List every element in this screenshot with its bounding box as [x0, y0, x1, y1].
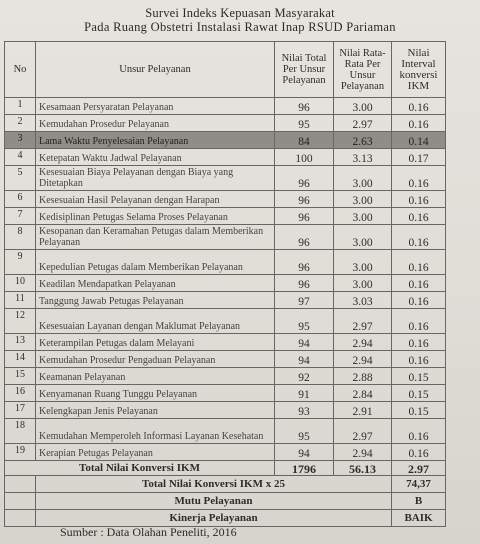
summary-value: 74,37 [392, 476, 446, 493]
table-row [5, 385, 446, 402]
row-unsur: Kesesuaian Biaya Pelayanan dengan Biaya yang Ditetapkan [36, 166, 275, 191]
row-interval: 0.17 [392, 149, 446, 166]
table-row [5, 292, 446, 309]
row-unsur: Kesopanan dan Keramahan Petugas dalam Memberikan Pelayanan [36, 225, 275, 250]
total-row [5, 461, 446, 476]
row-rata-rata: 2.97 [334, 419, 392, 444]
table-row [5, 132, 446, 149]
row-unsur: Keamanan Pelayanan [36, 368, 275, 385]
row-interval: 0.15 [392, 385, 446, 402]
row-nilai-total: 95 [275, 309, 334, 334]
row-interval: 0.16 [392, 334, 446, 351]
row-rata-rata: 2.97 [334, 309, 392, 334]
row-interval: 0.16 [392, 419, 446, 444]
row-number: 13 [5, 334, 36, 351]
row-unsur: Kepedulian Petugas dalam Memberikan Pelayanan [36, 250, 275, 275]
header-row [5, 42, 446, 98]
summary-row [5, 493, 446, 510]
row-rata-rata: 3.00 [334, 225, 392, 250]
summary-label: Mutu Pelayanan [36, 493, 392, 510]
row-unsur: Keadilan Mendapatkan Pelayanan [36, 275, 275, 292]
row-rata-rata: 2.94 [334, 351, 392, 368]
row-unsur: Kenyamanan Ruang Tunggu Pelayanan [36, 385, 275, 402]
row-rata-rata: 2.91 [334, 402, 392, 419]
row-rata-rata: 3.13 [334, 149, 392, 166]
row-unsur: Kemudahan Prosedur Pengaduan Pelayanan [36, 351, 275, 368]
row-nilai-total: 100 [275, 149, 334, 166]
row-number: 16 [5, 385, 36, 402]
document-title-line1: Survei Indeks Kepuasan Masyarakat [145, 6, 335, 20]
row-interval: 0.16 [392, 208, 446, 225]
total-rata-rata: 56.13 [334, 461, 392, 476]
row-interval: 0.15 [392, 402, 446, 419]
table-row [5, 368, 446, 385]
row-number: 14 [5, 351, 36, 368]
summary-label: Kinerja Pelayanan [36, 510, 392, 527]
total-interval: 2.97 [392, 461, 446, 476]
row-number: 15 [5, 368, 36, 385]
row-nilai-total: 92 [275, 368, 334, 385]
row-unsur: Ketepatan Waktu Jadwal Pelayanan [36, 149, 275, 166]
row-rata-rata: 3.03 [334, 292, 392, 309]
row-unsur: Tanggung Jawab Petugas Pelayanan [36, 292, 275, 309]
row-rata-rata: 3.00 [334, 250, 392, 275]
row-number: 18 [5, 419, 36, 444]
row-number: 1 [5, 98, 36, 115]
header-nilai-total: Nilai Total Per Unsur Pelayanan [275, 42, 334, 98]
row-interval: 0.16 [392, 166, 446, 191]
row-rata-rata: 3.00 [334, 275, 392, 292]
row-rata-rata: 2.88 [334, 368, 392, 385]
row-interval: 0.16 [392, 275, 446, 292]
row-unsur: Keterampilan Petugas dalam Melayani [36, 334, 275, 351]
table-row [5, 115, 446, 132]
row-nilai-total: 95 [275, 115, 334, 132]
table-row [5, 402, 446, 419]
row-number: 4 [5, 149, 36, 166]
row-number: 7 [5, 208, 36, 225]
row-interval: 0.16 [392, 351, 446, 368]
total-nilai-total: 1796 [275, 461, 334, 476]
row-number: 19 [5, 444, 36, 461]
table-row [5, 250, 446, 275]
row-number: 11 [5, 292, 36, 309]
row-unsur: Kerapian Petugas Pelayanan [36, 444, 275, 461]
table-row [5, 444, 446, 461]
table-row [5, 149, 446, 166]
header-interval: Nilai Interval konversi IKM [392, 42, 446, 98]
row-interval: 0.15 [392, 368, 446, 385]
row-nilai-total: 96 [275, 250, 334, 275]
row-number: 10 [5, 275, 36, 292]
row-rata-rata: 3.00 [334, 98, 392, 115]
row-interval: 0.16 [392, 250, 446, 275]
row-interval: 0.16 [392, 225, 446, 250]
row-nilai-total: 95 [275, 419, 334, 444]
row-nilai-total: 94 [275, 351, 334, 368]
row-rata-rata: 3.00 [334, 208, 392, 225]
row-number: 9 [5, 250, 36, 275]
row-nilai-total: 96 [275, 191, 334, 208]
row-interval: 0.16 [392, 292, 446, 309]
row-rata-rata: 2.97 [334, 115, 392, 132]
table-row [5, 334, 446, 351]
row-number: 3 [5, 132, 36, 149]
row-nilai-total: 94 [275, 444, 334, 461]
survey-table [4, 41, 446, 527]
row-interval: 0.16 [392, 115, 446, 132]
row-unsur: Lama Waktu Penyelesaian Pelayanan [36, 132, 275, 149]
row-number: 2 [5, 115, 36, 132]
header-no: No [5, 42, 36, 98]
row-nilai-total: 96 [275, 208, 334, 225]
row-nilai-total: 94 [275, 334, 334, 351]
row-rata-rata: 2.63 [334, 132, 392, 149]
table-row [5, 419, 446, 444]
row-nilai-total: 93 [275, 402, 334, 419]
total-label: Total Nilai Konversi IKM [5, 461, 275, 476]
summary-label: Total Nilai Konversi IKM x 25 [36, 476, 392, 493]
row-interval: 0.16 [392, 444, 446, 461]
row-nilai-total: 91 [275, 385, 334, 402]
header-unsur: Unsur Pelayanan [36, 42, 275, 98]
summary-value: BAIK [392, 510, 446, 527]
source-note: Sumber : Data Olahan Peneliti, 2016 [60, 525, 237, 539]
document-title-line2: Pada Ruang Obstetri Instalasi Rawat Inap RSUD Pariaman [84, 20, 396, 34]
row-nilai-total: 84 [275, 132, 334, 149]
row-interval: 0.16 [392, 98, 446, 115]
row-nilai-total: 97 [275, 292, 334, 309]
header-rata-rata: Nilai Rata-Rata Per Unsur Pelayanan [334, 42, 392, 98]
row-interval: 0.16 [392, 191, 446, 208]
row-rata-rata: 2.94 [334, 334, 392, 351]
row-unsur: Kedisiplinan Petugas Selama Proses Pelayanan [36, 208, 275, 225]
row-unsur: Kesesuaian Hasil Pelayanan dengan Harapan [36, 191, 275, 208]
summary-row [5, 510, 446, 527]
row-number: 6 [5, 191, 36, 208]
row-nilai-total: 96 [275, 275, 334, 292]
row-interval: 0.16 [392, 309, 446, 334]
row-rata-rata: 2.94 [334, 444, 392, 461]
row-number: 8 [5, 225, 36, 250]
row-unsur: Kesesuaian Layanan dengan Maklumat Pelayanan [36, 309, 275, 334]
row-unsur: Kelengkapan Jenis Pelayanan [36, 402, 275, 419]
table-row [5, 351, 446, 368]
table-row [5, 191, 446, 208]
table-row [5, 208, 446, 225]
row-nilai-total: 96 [275, 98, 334, 115]
row-unsur: Kemudahan Memperoleh Informasi Layanan Kesehatan [36, 419, 275, 444]
row-number: 5 [5, 166, 36, 191]
table-row [5, 98, 446, 115]
row-rata-rata: 3.00 [334, 191, 392, 208]
table-row [5, 275, 446, 292]
row-unsur: Kesamaan Persyaratan Pelayanan [36, 98, 275, 115]
row-number: 12 [5, 309, 36, 334]
row-number: 17 [5, 402, 36, 419]
summary-value: B [392, 493, 446, 510]
summary-row [5, 476, 446, 493]
table-row [5, 309, 446, 334]
row-rata-rata: 3.00 [334, 166, 392, 191]
row-interval: 0.14 [392, 132, 446, 149]
table-row [5, 225, 446, 250]
table-row [5, 166, 446, 191]
row-nilai-total: 96 [275, 225, 334, 250]
row-unsur: Kemudahan Prosedur Pelayanan [36, 115, 275, 132]
row-nilai-total: 96 [275, 166, 334, 191]
row-rata-rata: 2.84 [334, 385, 392, 402]
